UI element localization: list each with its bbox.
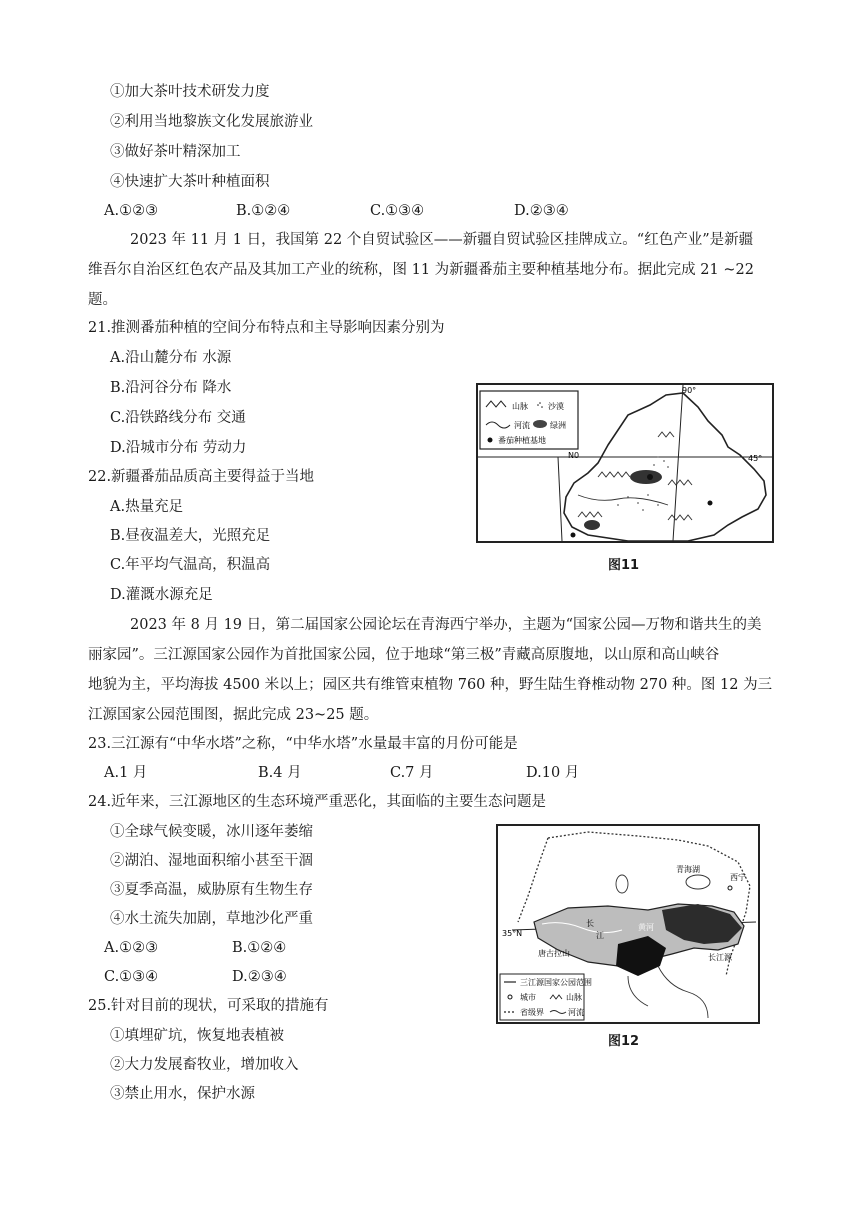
- passage2-line-1: 2023 年 8 月 19 日，第二届国家公园论坛在青海西宁举办，主题为“国家公园—万物和谐共生的美: [130, 617, 762, 633]
- altai-mountains: [658, 432, 674, 437]
- q21-option-d: D.沿城市分布 劳动力: [110, 440, 247, 456]
- q22-stem: 22.新疆番茄品质高主要得益于当地: [88, 469, 315, 485]
- label-changjiangyuan: 长江源: [708, 953, 732, 962]
- legend-tomato-base-icon: [488, 438, 493, 443]
- label-35n: 35°N: [502, 929, 523, 938]
- legend-label-river: 河流: [514, 421, 530, 430]
- tianshan-mountains: [598, 472, 630, 477]
- q24-option-c: C.①③④: [104, 969, 159, 985]
- figure-11-caption: 图11: [608, 558, 640, 573]
- legend-label-oasis: 绿洲: [550, 421, 566, 430]
- q24-item-2: ②湖泊、湿地面积缩小甚至干涸: [110, 853, 313, 869]
- q21-option-a: A.沿山麓分布 水源: [110, 350, 232, 366]
- option-c: C.7 月: [390, 765, 434, 781]
- passage1-line-2: 维吾尔自治区红色农产品及其加工产业的统称，图 11 为新疆番茄主要种植基地分布。据此完成 21 ~22: [88, 262, 754, 278]
- legend-boundary: 省级界: [520, 1008, 544, 1017]
- passage2-line-2: 丽家园”。三江源国家公园作为首批国家公园，位于地球“第三极”青藏高原腹地，以山原和高山峡谷: [88, 647, 720, 663]
- xining-city-icon: [728, 886, 732, 890]
- oasis-north: [630, 470, 662, 484]
- passage1-line-1: 2023 年 11 月 1 日，我国第 22 个自贸试验区——新疆自贸试验区挂牌成立。“红色产业”是新疆: [130, 232, 754, 248]
- label-n: N0: [568, 451, 580, 460]
- passage1-line-3: 题。: [88, 292, 117, 308]
- option-d: D.②③④: [514, 203, 569, 219]
- figure-12-map: [496, 824, 760, 1024]
- meridian-left: [558, 457, 562, 541]
- q24-item-4: ④水土流失加剧，草地沙化严重: [110, 911, 313, 927]
- block1-item-1: ①加大茶叶技术研发力度: [110, 84, 270, 100]
- sanjiangyuan-map-graphic: [498, 826, 758, 1022]
- option-d: D.10 月: [526, 765, 580, 781]
- label-chang: 长: [586, 919, 594, 928]
- q24-option-b: B.①②④: [232, 940, 287, 956]
- q23-options: [104, 763, 579, 783]
- xinjiang-map-graphic: [478, 385, 772, 541]
- xinjiang-outline: [564, 393, 766, 541]
- block1-item-2: ②利用当地黎族文化发展旅游业: [110, 114, 313, 130]
- q22-option-a: A.热量充足: [110, 499, 184, 515]
- figure-12-caption: 图12: [608, 1034, 640, 1049]
- q24-stem: 24.近年来，三江源地区的生态环境严重恶化，其面临的主要生态问题是: [88, 794, 547, 810]
- oasis-south: [584, 520, 600, 530]
- block1-options: [104, 201, 569, 221]
- block1-item-3: ③做好茶叶精深加工: [110, 144, 241, 160]
- legend-label-mountain: 山脉: [512, 402, 528, 411]
- label-xining: 西宁: [730, 873, 746, 882]
- label-yellow-river: 黄河: [638, 923, 654, 932]
- label-qinghai-lake: 青海湖: [676, 865, 700, 874]
- passage2-line-3: 地貌为主，平均海拔 4500 米以上；园区共有维管束植物 760 种，野生陆生脊椎动物 270 种。图 12 为三: [88, 677, 773, 693]
- legend-label-tomato-base: 番茄种植基地: [498, 436, 546, 445]
- q24-item-1: ①全球气候变暖，冰川逐年萎缩: [110, 824, 313, 840]
- option-a: A.1 月: [104, 765, 148, 781]
- river-south: [658, 966, 708, 1018]
- legend-city: 城市: [520, 993, 536, 1002]
- label-45: 45°: [748, 454, 763, 463]
- legend-oasis-icon: [533, 420, 547, 428]
- q23-stem: 23.三江源有“中华水塔”之称，“中华水塔”水量最丰富的月份可能是: [88, 736, 518, 752]
- q25-item-2: ②大力发展畜牧业，增加收入: [110, 1057, 299, 1073]
- legend-label-desert: 沙漠: [548, 402, 564, 411]
- label-90: 90°: [682, 386, 697, 395]
- tomato-base-marker: [708, 501, 713, 506]
- q22-option-d: D.灌溉水源充足: [110, 587, 213, 603]
- legend-mountain: 山脉: [566, 993, 582, 1002]
- q24-option-a: A.①②③: [104, 940, 159, 956]
- q24-option-d: D.②③④: [232, 969, 287, 985]
- q21-stem: 21.推测番茄种植的空间分布特点和主导影响因素分别为: [88, 320, 445, 336]
- block1-item-4: ④快速扩大茶叶种植面积: [110, 174, 270, 190]
- q25-item-3: ③禁止用水，保护水源: [110, 1086, 255, 1102]
- tomato-base-marker: [647, 474, 653, 480]
- q25-stem: 25.针对目前的现状，可采取的措施有: [88, 998, 329, 1014]
- qinghai-lake: [686, 875, 710, 889]
- q22-option-c: C.年平均气温高，积温高: [110, 557, 271, 573]
- option-b: B.①②④: [236, 203, 291, 219]
- q21-option-b: B.沿河谷分布 降水: [110, 380, 232, 396]
- kunlun-mountains: [578, 512, 602, 517]
- q25-item-1: ①填埋矿坑，恢复地表植被: [110, 1028, 284, 1044]
- legend-river: 河流: [568, 1008, 584, 1017]
- q22-option-b: B.昼夜温差大，光照充足: [110, 528, 271, 544]
- passage2-line-4: 江源国家公园范围图，据此完成 23~25 题。: [88, 707, 379, 723]
- tarim-river: [578, 495, 668, 505]
- tomato-base-marker: [571, 533, 576, 538]
- q24-item-3: ③夏季高温，威胁原有生物生存: [110, 882, 313, 898]
- legend-park: 三江源国家公园范围: [520, 978, 592, 987]
- label-jiang: 江: [596, 931, 604, 940]
- label-tanggula: 唐古拉山: [538, 949, 570, 958]
- option-b: B.4 月: [258, 765, 302, 781]
- figure-11-map: [476, 383, 774, 543]
- q21-option-c: C.沿铁路线分布 交通: [110, 410, 246, 426]
- option-a: A.①②③: [104, 203, 159, 219]
- option-c: C.①③④: [370, 203, 425, 219]
